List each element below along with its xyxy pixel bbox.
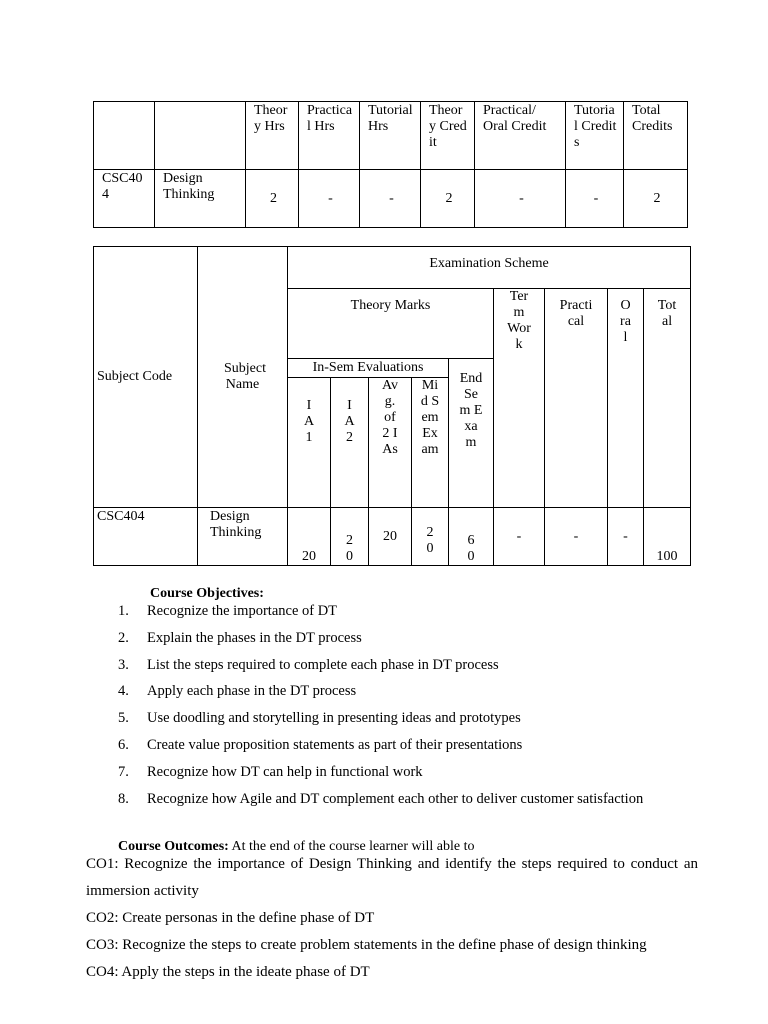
co2-text: CO2: Create personas in the define phase of DT: [86, 910, 375, 926]
examination-scheme-header: Examination Scheme: [288, 247, 691, 289]
subject-name-cell: Design Thinking: [155, 170, 246, 228]
objective-text: Apply each phase in the DT process: [147, 683, 357, 700]
objective-text: Use doodling and storytelling in presenting ideas and prototypes: [147, 710, 521, 727]
list-item: 2. Explain the phases in the DT process: [118, 629, 362, 646]
practical-value: -: [545, 508, 608, 566]
empty-header-cell: [155, 102, 246, 170]
subject-name-cell: Design Thinking: [198, 508, 288, 566]
end-sem-value: 60: [449, 508, 494, 566]
co3-text: CO3: Recognize the steps to create problem statements in the define phase of design thinking: [86, 937, 647, 953]
header-practical-oral-credit: Practical/ Oral Credit: [475, 102, 566, 170]
oral-header: Oral: [608, 289, 644, 508]
term-work-header: Term Work: [494, 289, 545, 508]
mid-sem-value: 20: [412, 508, 449, 566]
list-item: 6. Create value proposition statements as part of their presentations: [118, 736, 523, 753]
list-item: 5. Use doodling and storytelling in presenting ideas and prototypes: [118, 710, 521, 727]
course-outcomes-title: Course Outcomes:: [118, 839, 229, 854]
total-value: 100: [644, 508, 691, 566]
co1-line2: immersion activity: [86, 883, 199, 899]
objective-text: Create value proposition statements as part of their presentations: [147, 736, 523, 753]
ia1-header: IA1: [288, 378, 331, 508]
subject-code-header: Subject Code: [94, 247, 198, 508]
credit-scheme-table: [93, 101, 688, 228]
oral-value: -: [608, 508, 644, 566]
header-practical-hrs: Practical Hrs: [299, 102, 360, 170]
ia2-value: 20: [331, 508, 369, 566]
end-sem-exam-header: End Sem Exam: [449, 359, 494, 508]
objective-text: Recognize the importance of DT: [147, 603, 338, 619]
theory-hrs-value: 2: [246, 170, 299, 228]
in-sem-evaluations-header: In-Sem Evaluations: [288, 359, 449, 378]
objective-text: Explain the phases in the DT process: [147, 629, 362, 646]
total-header: Total: [644, 289, 691, 508]
header-theory-hrs: Theory Hrs: [246, 102, 299, 170]
list-item: 8. Recognize how Agile and DT complement each other to deliver customer satisfaction: [118, 790, 644, 807]
header-tutorial-hrs: Tutorial Hrs: [360, 102, 421, 170]
list-item: 4. Apply each phase in the DT process: [118, 683, 357, 700]
co4-text: CO4: Apply the steps in the ideate phase of DT: [86, 964, 370, 980]
theory-marks-header: Theory Marks: [288, 289, 494, 359]
mid-sem-exam-header: Mid Sem Exam: [412, 378, 449, 508]
subject-code-cell: CSC404: [94, 508, 198, 566]
list-item: 7. Recognize how DT can help in functional work: [118, 763, 423, 780]
objective-text: List the steps required to complete each phase in DT process: [147, 656, 499, 673]
header-theory-credit: Theory Credit: [421, 102, 475, 170]
course-outcomes-intro-text: At the end of the course learner will able to: [231, 839, 475, 854]
tutorial-credits-value: -: [566, 170, 624, 228]
practical-oral-credit-value: -: [475, 170, 566, 228]
objective-text: Recognize how DT can help in functional work: [147, 763, 423, 780]
list-item: 3. List the steps required to complete each phase in DT process: [118, 656, 499, 673]
theory-credit-value: 2: [421, 170, 475, 228]
subject-name-header: Subject Name: [198, 247, 288, 508]
header-total-credits: Total Credits: [624, 102, 688, 170]
list-item: 1. Recognize the importance of DT: [118, 603, 338, 619]
tutorial-hrs-value: -: [360, 170, 421, 228]
objective-text: Recognize how Agile and DT complement each other to deliver customer satisfaction: [147, 790, 644, 807]
empty-header-cell: [94, 102, 155, 170]
course-objectives-list: [118, 603, 718, 817]
header-tutorial-credits: Tutorial Credits: [566, 102, 624, 170]
practical-header: Practical: [545, 289, 608, 508]
avg-ias-value: 20: [369, 508, 412, 566]
co1-line1: CO1: Recognize the importance of Design Thinking and identify the steps required to conduct an: [86, 856, 698, 872]
examination-scheme-table: [93, 246, 691, 566]
total-credits-value: 2: [624, 170, 688, 228]
course-objectives-title: Course Objectives:: [150, 586, 264, 601]
ia1-value: 20: [288, 508, 331, 566]
term-work-value: -: [494, 508, 545, 566]
subject-code-cell: CSC404: [94, 170, 155, 228]
avg-ias-header: Avg. of 2 IAs: [369, 378, 412, 508]
practical-hrs-value: -: [299, 170, 360, 228]
ia2-header: IA2: [331, 378, 369, 508]
